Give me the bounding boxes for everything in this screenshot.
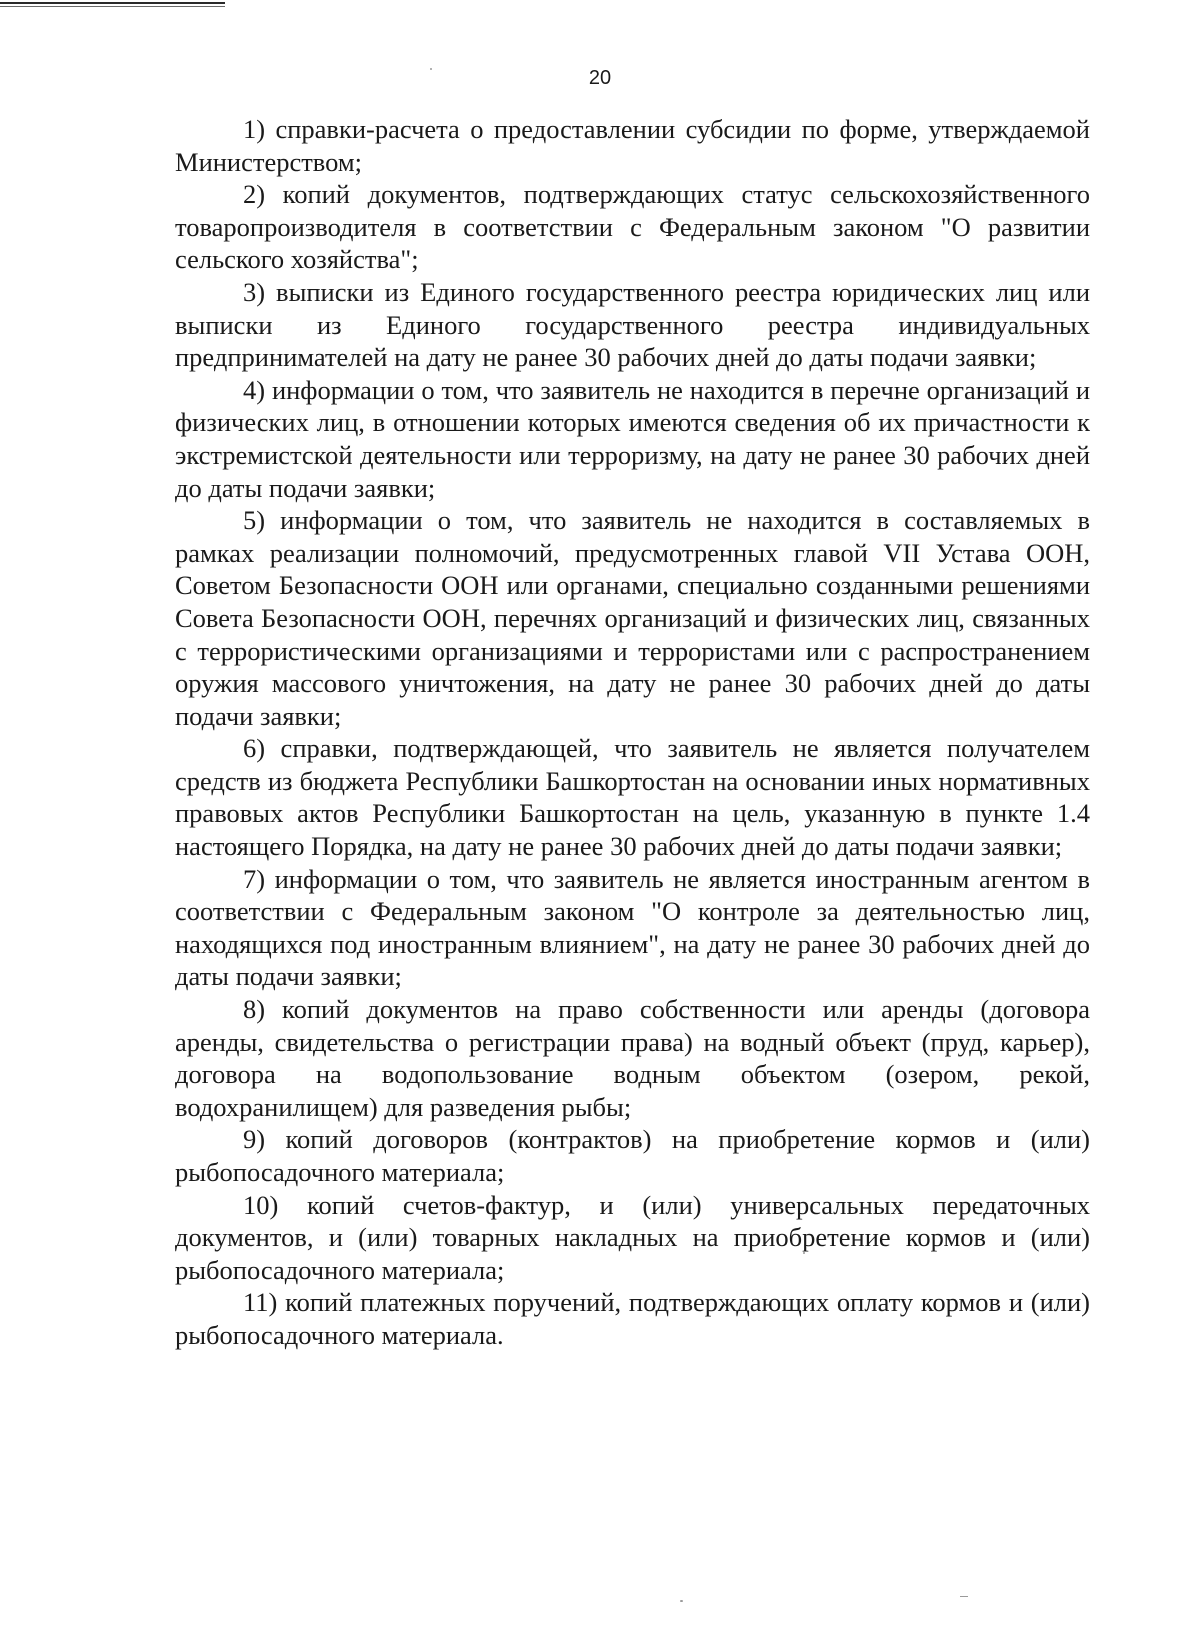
list-item: 3) выписки из Единого государственного реестра юридических лиц или выписки из Единого государственного реестра индивидуальных предпринимателей на дату не ранее 30 рабочих дней до даты подачи заявки; (175, 276, 1090, 373)
scan-speck (803, 1252, 805, 1254)
list-item: 7) информации о том, что заявитель не является иностранным агентом в соответствии с Федеральным законом "О контроле за деятельностью лиц, находящихся под иностранным влиянием", на дату не ранее 30 рабочих дней до даты подачи заявки; (175, 863, 1090, 992)
list-item: 10) копий счетов-фактур, и (или) универсальных передаточных документов, и (или) товарных накладных на приобретение кормов и (или) рыбопосадочного материала; (175, 1189, 1090, 1285)
page-number: 20 (588, 67, 612, 89)
scan-speck (960, 1596, 968, 1597)
list-item: 8) копий документов на право собственности или аренды (договора аренды, свидетельства о регистрации права) на водный объект (пруд, карьер), договора на водопользование водным объектом (озером, рекой, водохранилищем) для разведения рыбы; (175, 994, 1090, 1122)
list-item: 2) копий документов, подтверждающих статус сельскохозяйственного товаропроизводителя в соответствии с Федеральным законом "О развитии сельского хозяйства"; (175, 179, 1090, 275)
document-body (175, 113, 1090, 1352)
scan-edge-line (0, 2, 225, 4)
list-item: 5) информации о том, что заявитель не находится в составляемых в рамках реализации полномочий, предусмотренных главой VII Устава ООН, Советом Безопасности ООН или органами, специально созданными решениями Совета Безопасности ООН, перечнях организаций и физических лиц, связанных с террористическими организациями и террористами или с распространением оружия массового уничтожения, на дату не ранее 30 рабочих дней до даты подачи заявки; (175, 505, 1090, 731)
list-item: 4) информации о том, что заявитель не находится в перечне организаций и физических лиц, в отношении которых имеются сведения об их причастности к экстремистской деятельности или терроризму, на дату не ранее 30 рабочих дней до даты подачи заявки; (175, 374, 1090, 503)
list-item: 11) копий платежных поручений, подтверждающих оплату кормов и (или) рыбопосадочного материала. (175, 1287, 1090, 1350)
list-item: 6) справки, подтверждающей, что заявитель не является получателем средств из бюджета Республики Башкортостан на основании иных нормативных правовых актов Республики Башкортостан на цель, указанную в пункте 1.4 настоящего Порядка, на дату не ранее 30 рабочих дней до даты подачи заявки; (175, 733, 1090, 862)
scan-speck (680, 1600, 683, 1602)
scan-speck (430, 68, 432, 70)
list-item: 1) справки-расчета о предоставлении субсидии по форме, утверждаемой Министерством; (175, 114, 1090, 177)
scan-edge-line (0, 6, 225, 7)
list-item: 9) копий договоров (контрактов) на приобретение кормов и (или) рыбопосадочного материала; (175, 1124, 1090, 1187)
